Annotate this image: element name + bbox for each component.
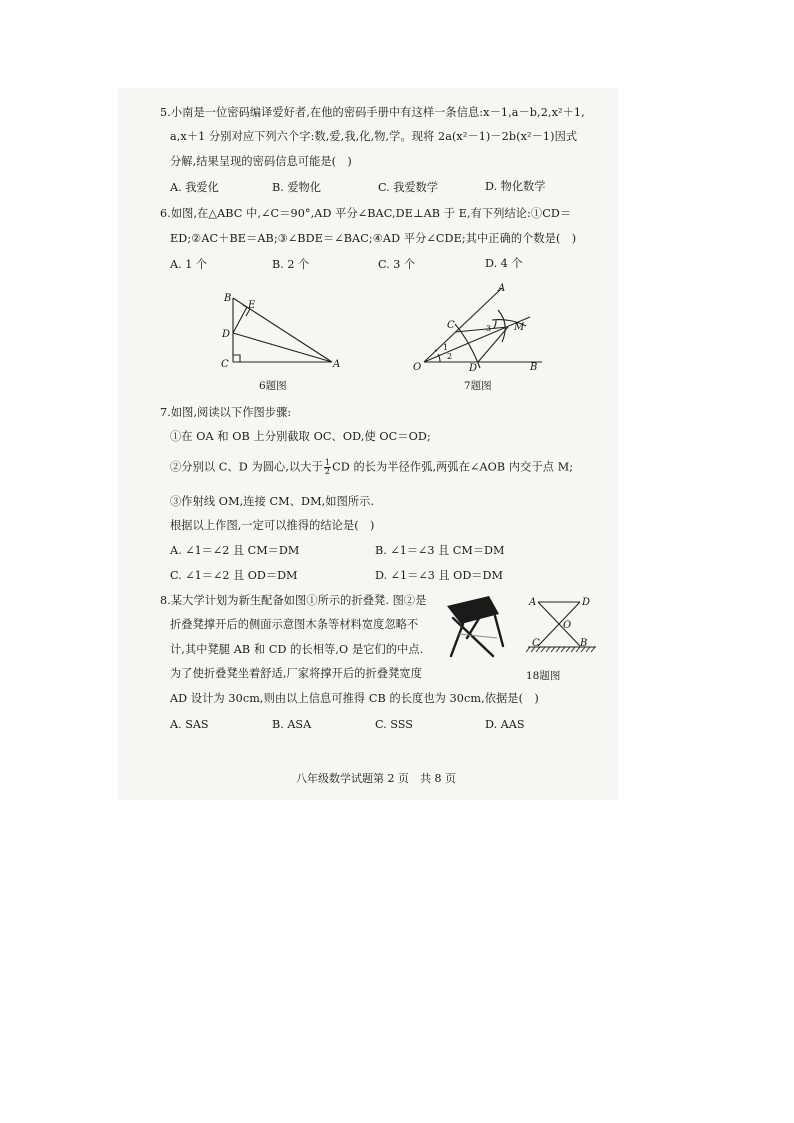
q7-step2-post: CD 的长为半径作弧,两弧在∠AOB 内交于点 M; [332,460,574,474]
q8-option-d: D. AAS [485,718,525,731]
fig8-label-c: C [532,638,540,649]
q5-option-c: C. 我爱数学 [378,181,439,194]
q5-option-a: A. 我爱化 [170,181,219,194]
q6-option-a: A. 1 个 [170,258,208,271]
q7-line1: 7.如图,阅读以下作图步骤: [160,406,292,419]
figure-7-caption: 7题图 [464,380,492,392]
q7-step3: ③作射线 OM,连接 CM、DM,如图所示. [170,495,375,508]
stool-leg-front-left [451,624,463,656]
fig6-label-e: E [248,300,256,311]
segment-da [233,333,332,362]
fig7-label-3: 3 [486,324,492,333]
figure-8-folding-stool [437,594,519,662]
q5-option-d: D. 物化数学 [485,180,546,193]
q8-line1: 8.某大学计划为新生配备如图①所示的折叠凳. 图②是 [160,594,427,607]
fig7-label-a: A [498,283,506,294]
fig7-label-2: 2 [447,352,453,361]
q8-line2: 折叠凳撑开后的侧面示意图木条等材料宽度忽略不 [170,618,419,631]
q8-option-b: B. ASA [272,718,312,731]
right-angle-c [233,355,240,362]
q8-option-a: A. SAS [170,718,209,731]
q7-option-c: C. ∠1＝∠2 且 OD＝DM [170,569,298,582]
fig7-label-1: 1 [443,343,449,352]
figure-8-side-view [524,594,600,660]
q5-line3: 分解,结果呈现的密码信息可能是( ) [170,155,352,168]
angle-3-arc [494,320,496,328]
fig6-label-c: C [221,359,229,370]
fig7-label-b: B [530,362,538,373]
q6-option-c: C. 3 个 [378,258,416,271]
figure-7-angle-bisector [410,280,555,375]
figure-6-triangle [215,288,350,373]
fig6-label-d: D [222,329,231,340]
fraction-denominator: 2 [324,467,331,476]
q8-option-c: C. SSS [375,718,413,731]
figure-8-caption: 18题图 [526,670,561,682]
q6-line1: 6.如图,在△ABC 中,∠C＝90°,AD 平分∠BAC,DE⊥AB 于 E,有下列结论:①CD＝ [160,207,572,220]
q8-line4: 为了使折叠凳坐着舒适,厂家将撑开后的折叠凳宽度 [170,667,422,680]
q7-option-b: B. ∠1＝∠3 且 CM＝DM [375,544,505,557]
q6-option-b: B. 2 个 [272,258,310,271]
q5-option-b: B. 爱物化 [272,181,321,194]
q7-step1: ①在 OA 和 OB 上分别截取 OC、OD,使 OC＝OD; [170,430,431,443]
q6-line2: ED;②AC＋BE＝AB;③∠BDE＝∠BAC;④AD 平分∠CDE;其中正确的个数是( ) [170,232,577,245]
q8-line3: 计,其中凳腿 AB 和 CD 的长相等,O 是它们的中点. [170,643,424,656]
q5-line1: 5.小南是一位密码编译爱好者,在他的密码手册中有这样一条信息:x－1,a－b,2,x²＋1, [160,106,585,119]
fig8-label-o: O [563,620,572,631]
q7-step2 [170,459,573,476]
fig6-label-b: B [224,293,232,304]
fig8-label-b: B [580,638,588,649]
q6-option-d: D. 4 个 [485,257,523,270]
q7-option-d: D. ∠1＝∠3 且 OD＝DM [375,569,503,582]
fig8-label-d: D [582,597,591,608]
segment-de [233,307,247,333]
q7-line5: 根据以上作图,一定可以推得的结论是( ) [170,519,375,532]
stool-leg-back-right [495,616,503,646]
fig7-label-c: C [447,320,455,331]
stool-strap [459,634,497,638]
fraction-numerator: 1 [324,458,331,467]
page-footer: 八年级数学试题第 2 页 共 8 页 [296,772,456,785]
fig7-label-d: D [469,363,478,374]
fig7-label-m: M [514,322,525,333]
fig8-label-a: A [529,597,537,608]
fig7-label-o: O [413,362,422,373]
q5-line2: a,x＋1 分别对应下列六个字:数,爱,我,化,物,学。现将 2a(x²－1)－2b(x²－1)因式 [170,130,578,143]
fraction-one-half [324,459,331,476]
q7-step2-pre: ②分别以 C、D 为圆心,以大于 [170,460,323,474]
figure-6-caption: 6题图 [259,380,287,392]
q7-option-a: A. ∠1＝∠2 且 CM＝DM [170,544,300,557]
q8-line5: AD 设计为 30cm,则由以上信息可推得 CB 的长度也为 30cm,依据是( ) [170,692,539,705]
fig6-label-a: A [333,359,341,370]
